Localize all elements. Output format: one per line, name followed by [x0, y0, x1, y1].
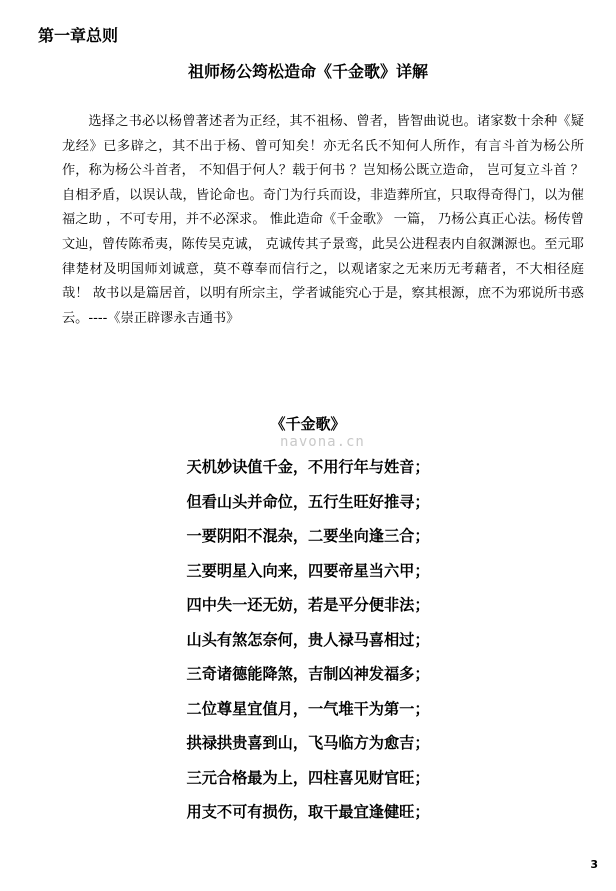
- verse-line: 拱禄拱贵喜到山，飞马临方为愈吉；: [186, 734, 430, 752]
- page-number: 3: [590, 858, 598, 871]
- watermark: navona.cn: [280, 434, 365, 450]
- chapter-heading: 第一章总则: [38, 26, 119, 45]
- verse-line: 四中失一还无妨，若是平分便非法；: [186, 596, 430, 614]
- verse-line: 二位尊星宜值月，一气堆干为第一；: [186, 699, 430, 718]
- poem-verses: [0, 450, 616, 830]
- verse-line: 山头有煞怎奈何，贵人禄马喜相过；: [186, 630, 430, 649]
- verse-line: 用支不可有损伤，取干最宜逢健旺；: [186, 803, 430, 821]
- verse-line: 三元合格最为上，四柱喜见财官旺；: [186, 768, 430, 787]
- intro-paragraph: 选择之书必以杨曾著述者为正经，其不祖杨、曾者，皆智曲说也。诸家数十余种《疑龙经》已多辟之，其不出于杨、曾可知矣！亦无名氏不知何人所作，有言斗首为杨公所作，称为杨公斗首者， 不知倡于何人？载于何书 ？岂知杨公既立造命， 岂可复立斗首 ？自相矛盾，以误认哉，皆论命也。奇门为行兵而设，非造葬所宜，只取得奇得门，以为催福之助 ，不可专用，并不必深求。 惟此造命《千金歌》 一篇， 乃杨公真正心法。杨传曾文辿，曾传陈希夷，陈传吴克诚， 克诚传其子景鸾，此吴公进程表内自叙渊源也。至元耶律楚材及明国师刘诚意，莫不尊奉而信行之，以观诸家之无来历无考藉者，不大相径庭哉！ 故书以是篇居首，以明有所宗主，学者诚能究心于是，察其根源，庶不为邪说所书惑云。----《崇正辟谬永吉通书》: [62, 114, 584, 326]
- verse-line: 但看山头并命位，五行生旺好推寻；: [186, 492, 430, 511]
- verse-line: 三要明星入向来，四要帝星当六甲；: [186, 561, 430, 580]
- verse-line: 三奇诸德能降煞，吉制凶神发福多；: [186, 665, 430, 683]
- document-title: 祖师杨公筠松造命《千金歌》详解: [187, 62, 428, 81]
- verse-line: 天机妙诀值千金，不用行年与姓音；: [186, 458, 430, 476]
- poem-title: 《千金歌》: [270, 415, 346, 433]
- verse-line: 一要阴阳不混杂，二要坐向逢三合；: [186, 527, 430, 545]
